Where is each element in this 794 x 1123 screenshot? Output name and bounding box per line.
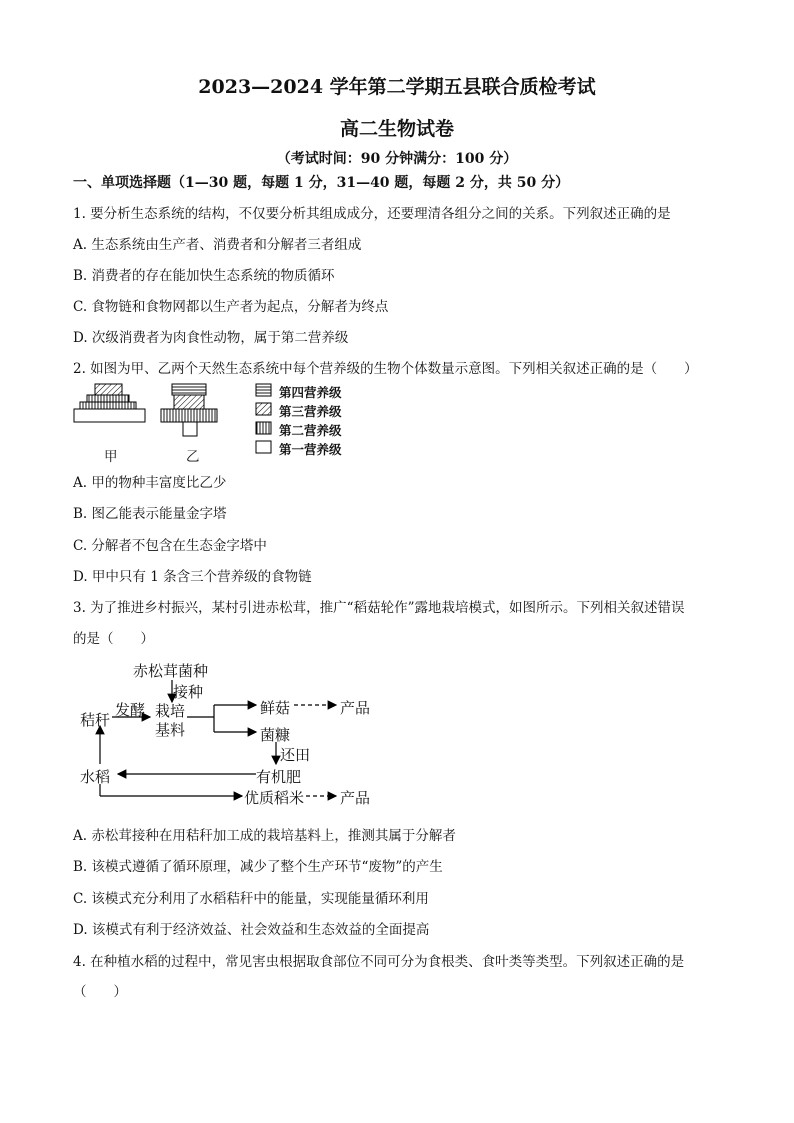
- q1-option-b: B. 消费者的存在能加快生态系统的物质循环: [73, 268, 335, 284]
- q2-option-c: C. 分解者不包含在生态金字塔中: [73, 538, 267, 554]
- flow-fresh-mushroom: 鲜菇: [260, 699, 291, 717]
- legend-swatch-2: [256, 422, 271, 434]
- legend-swatch-3: [256, 403, 271, 415]
- exam-title: 2023—2024 学年第二学期五县联合质检考试: [198, 76, 596, 98]
- q1-stem: 1. 要分析生态系统的结构，不仅要分析其组成成分，还要理清各组分之间的关系。下列叙述正确的是: [73, 206, 671, 222]
- legend-label-3: 第三营养级: [279, 404, 342, 419]
- q3-stem-line1: 3. 为了推进乡村振兴，某村引进赤松茸，推广“稻菇轮作”露地栽培模式，如图所示。下列相关叙述错误: [73, 600, 685, 616]
- legend-label-2: 第二营养级: [279, 423, 342, 438]
- label-jia: 甲: [104, 449, 118, 465]
- flow-residue: 菌糠: [260, 726, 291, 744]
- label-yi: 乙: [186, 449, 200, 465]
- flow-inoculate: 接种: [173, 683, 204, 701]
- flow-ferment: 发酵: [115, 701, 146, 719]
- flow-fertilizer: 有机肥: [256, 768, 302, 786]
- q1-option-d: D. 次级消费者为肉食性动物，属于第二营养级: [73, 330, 349, 346]
- q2-option-d: D. 甲中只有 1 条含三个营养级的食物链: [73, 569, 312, 585]
- legend-label-1: 第一营养级: [279, 442, 342, 457]
- legend-swatch-4: [256, 384, 271, 396]
- q4-stem-line1: 4. 在种植水稻的过程中，常见害虫根据取食部位不同可分为食根类、食叶类等类型。下列叙述正确的是: [73, 954, 685, 970]
- flow-quality-rice: 优质稻米: [244, 789, 305, 807]
- q2-stem: 2. 如图为甲、乙两个天然生态系统中每个营养级的生物个体数量示意图。下列相关叙述正确的是（ ）: [73, 361, 698, 377]
- flow-substrate-2: 基料: [155, 721, 186, 739]
- exam-info: （考试时间：90 分钟满分：100 分）: [276, 151, 518, 167]
- flow-spawn: 赤松茸菌种: [133, 662, 209, 680]
- q3-option-c: C. 该模式充分利用了水稻秸秆中的能量，实现能量循环利用: [73, 891, 429, 907]
- q2-option-b: B. 图乙能表示能量金字塔: [73, 506, 227, 522]
- flow-return-field: 还田: [280, 746, 311, 764]
- pyramid-jia: [74, 384, 145, 422]
- q4-stem-line2: （ ）: [73, 984, 127, 1000]
- legend-label-4: 第四营养级: [279, 385, 342, 400]
- q3-flow-diagram: [70, 650, 390, 810]
- legend-swatch-1: [256, 441, 271, 453]
- q2-option-a: A. 甲的物种丰富度比乙少: [73, 475, 227, 491]
- flow-straw: 秸秆: [80, 711, 111, 729]
- q3-option-b: B. 该模式遵循了循环原理，减少了整个生产环节“废物”的产生: [73, 859, 443, 875]
- q3-option-d: D. 该模式有利于经济效益、社会效益和生态效益的全面提高: [73, 922, 430, 938]
- q1-option-a: A. 生态系统由生产者、消费者和分解者三者组成: [73, 237, 362, 253]
- section-heading: 一、单项选择题（1—30 题，每题 1 分，31—40 题，每题 2 分，共 50 分）: [73, 175, 570, 191]
- exam-subtitle: 高二生物试卷: [339, 118, 454, 140]
- q3-option-a: A. 赤松茸接种在用秸秆加工成的栽培基料上，推测其属于分解者: [73, 828, 456, 844]
- flow-substrate-1: 栽培: [155, 702, 186, 720]
- flow-rice: 水稻: [80, 768, 111, 786]
- flow-product-2: 产品: [340, 789, 371, 807]
- q1-option-c: C. 食物链和食物网都以生产者为起点，分解者为终点: [73, 299, 389, 315]
- pyramid-yi: [161, 384, 217, 436]
- q3-stem-line2: 的是（ ）: [73, 631, 154, 647]
- flow-product-1: 产品: [340, 699, 371, 717]
